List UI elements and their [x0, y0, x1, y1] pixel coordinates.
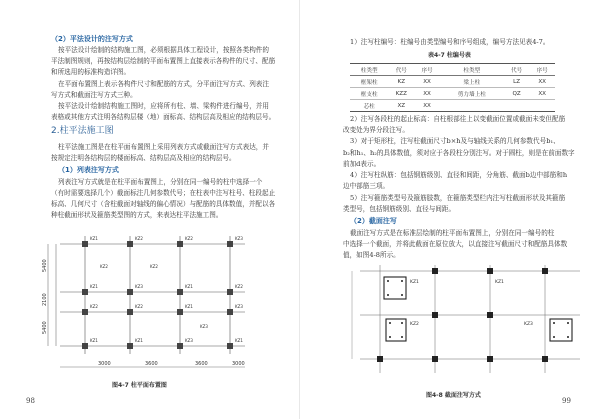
- paragraph-line: 截面注写方式是在标准层绘制的柱平面布置图上，分别在同一编号的柱: [350, 229, 555, 237]
- paragraph-line: 种柱截面形状及箍筋类型图的方式，来表达柱平法施工图。: [51, 211, 223, 219]
- heading-list-notation: （1）列表注写方式: [58, 166, 119, 174]
- right-page: [300, 0, 600, 419]
- table-row: [350, 76, 555, 88]
- column-label: KZ2: [135, 236, 143, 241]
- table-cell: [529, 100, 555, 112]
- column-label: KZ3: [135, 284, 143, 289]
- paragraph-line: 中选择一个截面，并将此截面在原位放大，以直接注写截面尺寸和配筋具体数: [343, 240, 568, 248]
- paragraph-line: 边中部筋三项。: [343, 182, 390, 190]
- column-label: KZ1: [135, 338, 143, 343]
- dimension-label: 3000: [98, 361, 111, 367]
- column-number-table: [350, 63, 555, 112]
- column-label: KZ1: [410, 280, 419, 285]
- column-label: KZ1: [90, 284, 98, 289]
- paragraph-line: 4）注写柱纵筋：包括钢筋级别、直径和间距，分角筋、截面b边中部筋和h: [350, 171, 568, 179]
- paragraph-line: b₂和h₁、h₂的具体数值，须对应于各段柱分别注写。对于圆柱，则是在前面数字: [343, 149, 575, 157]
- paragraph-line: 改变处为界分段注写。: [343, 126, 409, 134]
- table-header-cell: 代号: [388, 64, 414, 76]
- table-cell: [440, 100, 504, 112]
- heading-notation-method: （2）平法设计的注写方式: [51, 35, 133, 43]
- dimension-label: 3000: [232, 361, 245, 367]
- dimension-label: 2100: [42, 293, 48, 306]
- paragraph-line: （有时需要选择几个）截面标注几何参数代号；在柱表中注写柱号、柱段起止: [51, 189, 276, 197]
- column-label: KZ3: [185, 338, 193, 343]
- column-label: KZ2: [135, 304, 143, 309]
- dimension-label: 5400: [42, 321, 48, 334]
- column-label: KZ1: [90, 236, 98, 241]
- table-header-cell: 柱类型: [350, 64, 388, 76]
- paragraph-line: 1）注写柱编号：柱编号由类型编号和序号组成，编号方法见表4-7。: [350, 38, 550, 46]
- table-row: [350, 88, 555, 100]
- table-cell: XZ: [388, 100, 414, 112]
- column-label: KZ2: [185, 236, 193, 241]
- column-plan-figure: [40, 224, 260, 379]
- column-label: KZ2: [410, 322, 419, 327]
- table-cell: XX: [529, 88, 555, 100]
- table-header-row: [350, 64, 555, 76]
- paragraph-line: 列表注写方式就是在柱平面布置图上，分别在同一编号的柱中选择一个: [58, 178, 263, 186]
- column-label: KZ2: [90, 304, 98, 309]
- table-header-cell: 序号: [414, 64, 440, 76]
- paragraph-line: 2）注写各段柱的起止标高：自柱根部往上以变截面位置或截面未变但配筋: [350, 115, 566, 123]
- figure-caption: 图4-8 截面注写方式: [426, 392, 481, 399]
- heading-section-notation: （2）截面注写: [350, 217, 397, 225]
- table-header-cell: 序号: [529, 64, 555, 76]
- table-title: 表4-7 柱编号表: [428, 52, 471, 59]
- paragraph-line: 平法制图规则，再按结构层绘制的平面布置图上直接表示各构件的尺寸、配筋: [51, 57, 276, 65]
- table-cell: 芯柱: [350, 100, 388, 112]
- table-header-cell: 柱类型: [440, 64, 504, 76]
- dimension-label: 3600: [195, 361, 208, 367]
- paragraph-line: 表格或其他方式注明各结构层楼（地）面标高、结构层高及相应的结构层号。: [51, 113, 276, 121]
- table-cell: KZ: [388, 76, 414, 88]
- paragraph-line: 按平法设计绘制的结构施工图，必须根据具体工程设计，按照各类构件的: [58, 46, 269, 54]
- table-cell: 梁上柱: [440, 76, 504, 88]
- table-cell: 框支柱: [350, 88, 388, 100]
- paragraph-line: 值，如图4-8所示。: [343, 251, 400, 259]
- column-label: KZ1: [185, 284, 193, 289]
- column-label: KZ2: [100, 264, 108, 269]
- column-label: KZ3: [200, 324, 208, 329]
- column-label: KZ1: [495, 280, 504, 285]
- paragraph-line: 标高、几何尺寸（含柱截面对轴线的偏心情况）与配筋的具体数值，并配以各: [51, 200, 276, 208]
- column-label: KZ3: [235, 304, 243, 309]
- table-cell: XX: [414, 76, 440, 88]
- page-number: 99: [562, 397, 571, 405]
- paragraph-line: 写方式和截面注写方式三种。: [51, 91, 137, 99]
- table-cell: XX: [529, 76, 555, 88]
- paragraph-line: 前加d表示。: [343, 160, 381, 168]
- column-label: KZ1: [185, 304, 193, 309]
- table-cell: [504, 100, 530, 112]
- paragraph-line: 3）对于矩形柱，注写柱截面尺寸b×h及与轴线关系的几何参数代号b₁、: [350, 137, 560, 145]
- section-title: 2.柱平法施工图: [51, 126, 114, 136]
- table-cell: 框架柱: [350, 76, 388, 88]
- paragraph-line: 在平面布置图上表示各构件尺寸和配筋的方式，分平面注写方式、列表注: [58, 80, 269, 88]
- paragraph-line: 柱平法施工图是在柱平面布置图上采用列表方式或截面注写方式表达，并: [58, 143, 269, 151]
- dimension-label: 3600: [145, 361, 158, 367]
- paragraph-line: 按规定注明各结构层的楼面标高、结构层高及相应的结构层号。: [51, 154, 236, 162]
- column-label: KZ3: [235, 236, 243, 241]
- table-cell: LZ: [504, 76, 530, 88]
- table-row: [350, 100, 555, 112]
- column-label: KZ1: [90, 338, 98, 343]
- table-cell: QZ: [504, 88, 530, 100]
- column-label: KZ2: [150, 264, 158, 269]
- paragraph-line: 类型号，包括钢筋级别、直径与间距。: [343, 205, 456, 213]
- table-cell: KZZ: [388, 88, 414, 100]
- paragraph-line: 和所选用的标准构造详图。: [51, 68, 131, 76]
- page-number: 98: [26, 397, 35, 405]
- section-notation-figure: [340, 263, 590, 381]
- figure-caption: 图4-7 柱平面布置图: [112, 382, 167, 389]
- table-cell: XX: [414, 100, 440, 112]
- table-header-cell: 代号: [504, 64, 530, 76]
- column-label: KZ2: [235, 284, 243, 289]
- table-cell: 剪力墙上柱: [440, 88, 504, 100]
- paragraph-line: 5）注写箍筋类型号及箍筋肢数，在箍筋类型栏内注写柱截面形状及其箍筋: [350, 194, 566, 202]
- column-label: KZ3: [524, 322, 533, 327]
- column-label: KZ1: [235, 338, 243, 343]
- table-cell: XX: [414, 88, 440, 100]
- paragraph-line: 按平法设计绘制结构施工图时，应将所有柱、墙、梁构件进行编号，并用: [58, 102, 269, 110]
- dimension-label: 5400: [42, 259, 48, 272]
